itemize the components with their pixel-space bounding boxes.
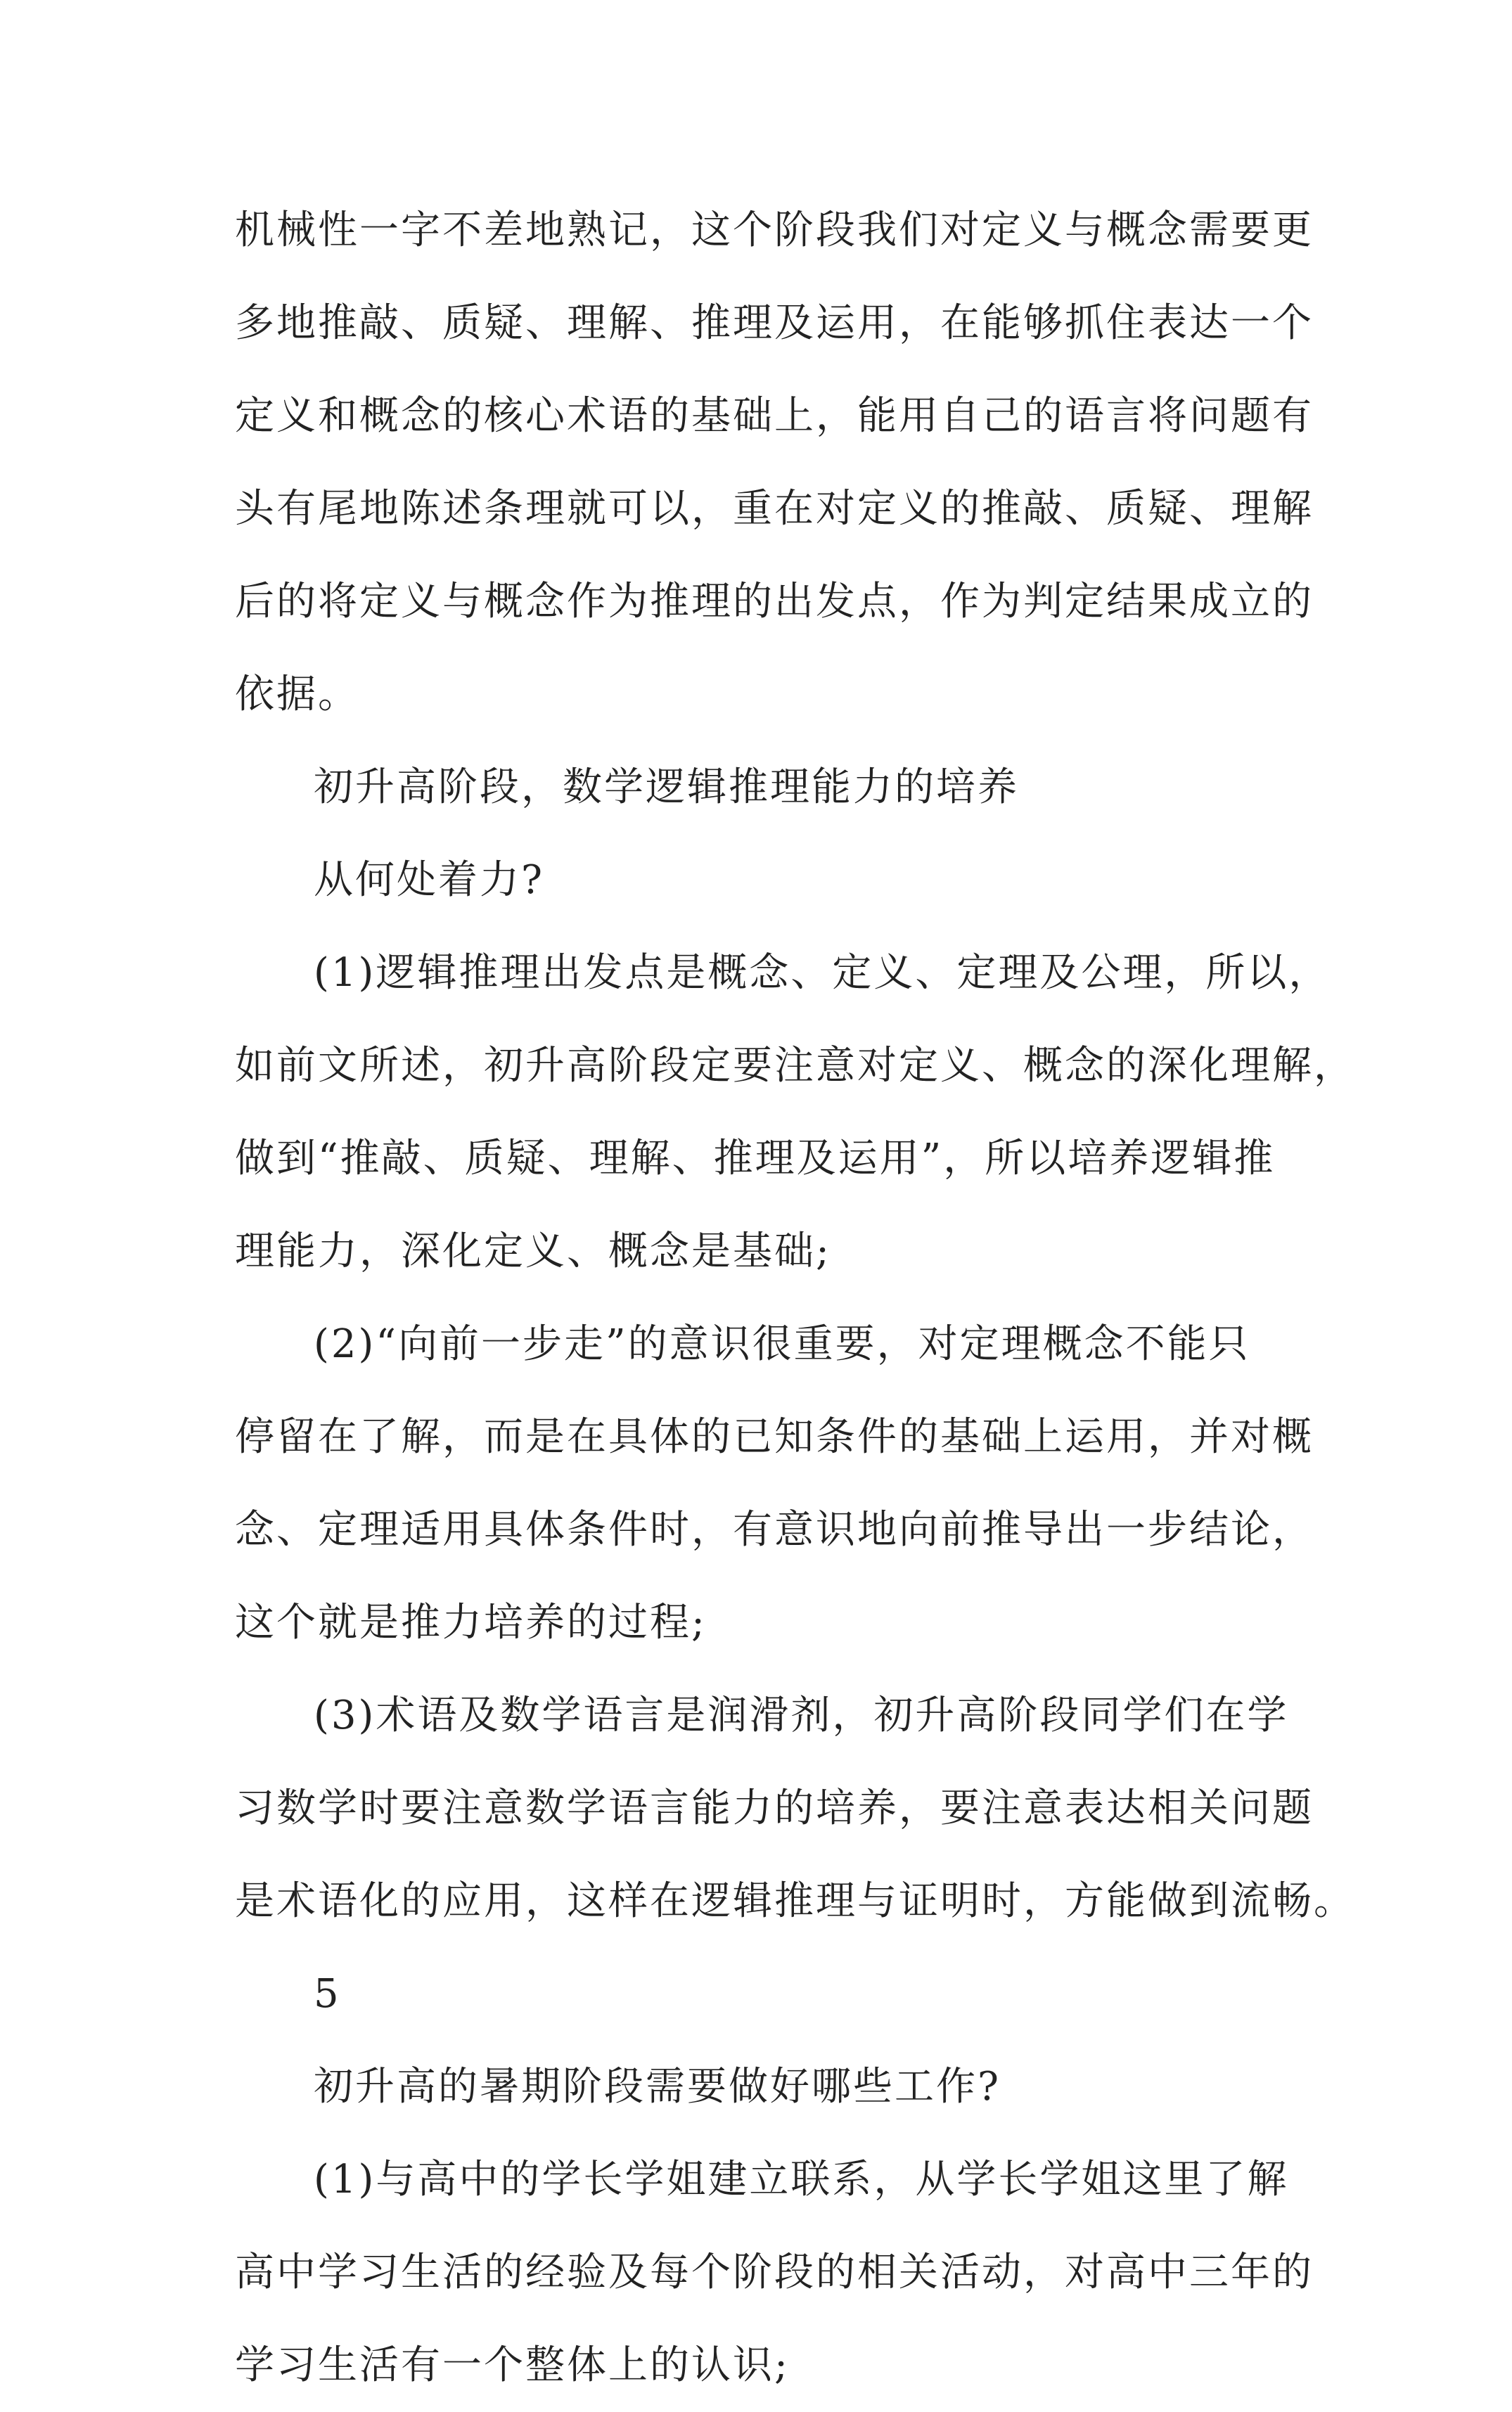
text-line: 后的将定义与概念作为推理的出发点，作为判定结果成立的 xyxy=(235,579,1314,624)
document-body xyxy=(235,184,1355,2412)
text-line: 依据。 xyxy=(235,672,359,717)
text-line: (1)逻辑推理出发点是概念、定义、定理及公理，所以， xyxy=(314,950,1331,996)
text-line: 机械性一字不差地熟记，这个阶段我们对定义与概念需要更 xyxy=(235,207,1314,253)
section-heading: 初升高阶段，数学逻辑推理能力的培养 xyxy=(314,764,1019,810)
section-heading: 从何处着力? xyxy=(314,857,545,903)
text-line: (2)“向前一步走”的意识很重要，对定理概念不能只 xyxy=(314,1321,1250,1367)
text-line: 多地推敲、质疑、理解、推理及运用，在能够抓住表达一个 xyxy=(235,300,1314,346)
text-line: 理能力，深化定义、概念是基础; xyxy=(235,1229,831,1274)
text-line: (3)术语及数学语言是润滑剂，初升高阶段同学们在学 xyxy=(314,1693,1289,1738)
text-line: 做到“推敲、质疑、理解、推理及运用”，所以培养逻辑推 xyxy=(235,1136,1276,1181)
text-line: 停留在了解，而是在具体的已知条件的基础上运用，并对概 xyxy=(235,1414,1314,1460)
text-line: (1)与高中的学长学姐建立联系，从学长学姐这里了解 xyxy=(314,2157,1289,2202)
text-line: 头有尾地陈述条理就可以，重在对定义的推敲、质疑、理解 xyxy=(235,486,1314,532)
section-heading: 初升高的暑期阶段需要做好哪些工作? xyxy=(314,2064,1001,2110)
text-line: 高中学习生活的经验及每个阶段的相关活动，对高中三年的 xyxy=(235,2250,1314,2295)
text-line: 习数学时要注意数学语言能力的培养，要注意表达相关问题 xyxy=(235,1785,1314,1831)
text-line: 学习生活有一个整体上的认识; xyxy=(235,2342,790,2388)
section-number: 5 xyxy=(314,1971,341,2017)
text-line: 定义和概念的核心术语的基础上，能用自己的语言将问题有 xyxy=(235,393,1314,439)
text-line: 这个就是推力培养的过程; xyxy=(235,1600,707,1646)
text-line: 如前文所述，初升高阶段定要注意对定义、概念的深化理解， xyxy=(235,1043,1355,1089)
text-line: 念、定理适用具体条件时，有意识地向前推导出一步结论， xyxy=(235,1507,1314,1553)
text-line: 是术语化的应用，这样在逻辑推理与证明时，方能做到流畅。 xyxy=(235,1878,1355,1924)
